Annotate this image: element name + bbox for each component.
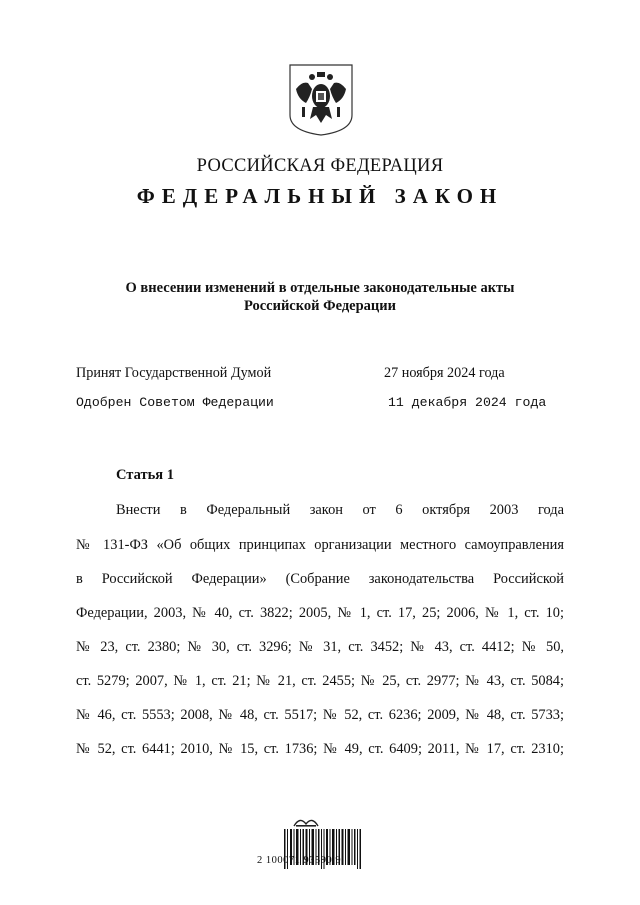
law-title-line: Российской Федерации <box>243 298 396 314</box>
coat-of-arms-icon <box>288 63 354 137</box>
article-text-line: ст. 5279; 2007, № 1, ст. 21; № 21, ст. 2455; № 25, ст. 2977; № 43, ст. 5084; <box>76 673 564 689</box>
article-text-line: № 23, ст. 2380; № 30, ст. 3296; № 31, ст. 3452; № 43, ст. 4412; № 50, <box>76 639 564 655</box>
duma-adoption-date: 27 ноября 2024 года <box>384 365 505 381</box>
council-approval-date: 11 декабря 2024 года <box>388 395 547 410</box>
article-text-line: в Российской Федерации» (Собрание законодательства Российской <box>76 571 564 587</box>
duma-adoption-label: Принят Государственной Думой <box>76 365 272 381</box>
article-text-line: № 131-ФЗ «Об общих принципах организации местного самоуправления <box>76 537 564 553</box>
article-text-line: № 52, ст. 6441; 2010, № 15, ст. 1736; № 49, ст. 6409; 2011, № 17, ст. 2310; <box>76 741 564 757</box>
barcode-number: 2 100071 93590 9 <box>257 855 342 866</box>
council-approval-label: Одобрен Советом Федерации <box>76 395 274 410</box>
article-text-line: Федерации, 2003, № 40, ст. 3822; 2005, № 1, ст. 17, 25; 2006, № 1, ст. 10; <box>76 605 564 621</box>
article-text-line: Внести в Федеральный закон от 6 октября 2003 года <box>116 502 564 518</box>
article-text-line: № 46, ст. 5553; 2008, № 48, ст. 5517; № 52, ст. 6236; 2009, № 48, ст. 5733; <box>76 707 564 723</box>
law-title <box>80 279 560 315</box>
document-type: ФЕДЕРАЛЬНЫЙ ЗАКОН <box>136 184 504 208</box>
country-name: РОССИЙСКАЯ ФЕДЕРАЦИЯ <box>196 156 444 176</box>
law-title-line: О внесении изменений в отдельные законодательные акты <box>125 280 515 296</box>
article-heading: Статья 1 <box>116 467 174 483</box>
publisher-logo-icon <box>292 816 320 828</box>
